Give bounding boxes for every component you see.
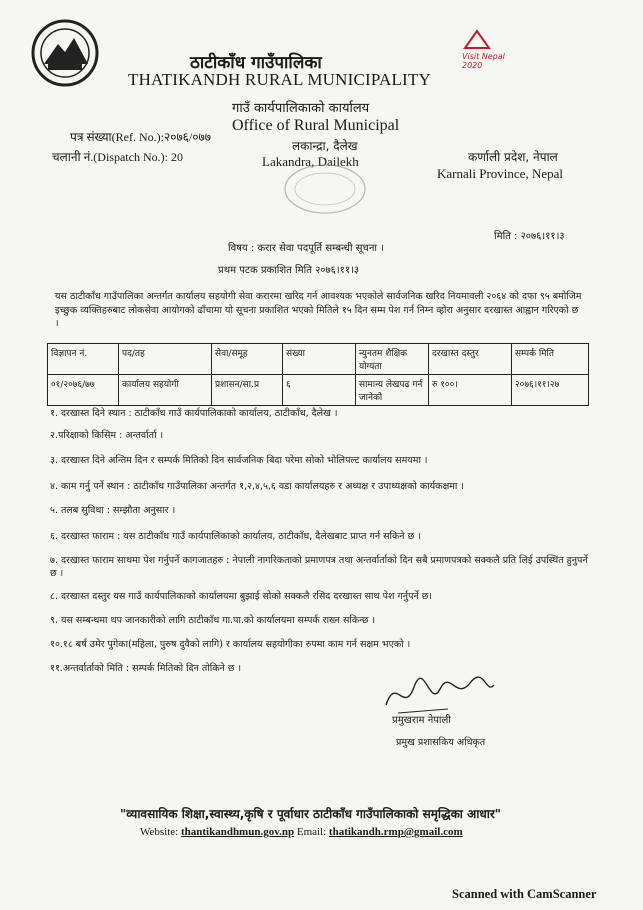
signatory-name: प्रमुखराम नेपाली (392, 715, 451, 726)
list-item: १. दरखास्त दिने स्थान : ठाटीकाँध गाउँ कार्यपालिकाको कार्यालय, ठाटीकाँध, दैलेख । (50, 408, 338, 419)
footer-contact (140, 826, 463, 838)
table-header-row (48, 344, 589, 375)
table-cell: ०१/२०७६/७७ (48, 375, 119, 406)
footer-slogan: "व्यावसायिक शिक्षा,स्वास्थ्य,कृषि र पूर्वाधार ठाटीकाँध गाउँपालिकाको समृद्धिका आधार" (120, 807, 501, 821)
list-item: ६. दरखास्त फाराम : यस ठाटीकाँध गाउँ कार्यपालिकाको कार्यालय, ठाटीकाँध, दैलेखबाट प्राप्त गर्न सकिने छ । (50, 531, 421, 542)
list-item: ३. दरखास्त दिने अन्तिम दिन र सम्पर्क मितिको दिन सार्वजनिक बिदा परेमा सोको भोलिपल्ट कार्यालय समयमा । (50, 455, 428, 466)
notice-subject: विषय : करार सेवा पदपूर्ति सम्बन्धी सूचना । (228, 243, 384, 254)
camscanner-watermark: Scanned with CamScanner (452, 887, 597, 901)
province-en: Karnali Province, Nepal (437, 166, 563, 181)
list-item: १०.१८ बर्ष उमेर पुगेका(महिला, पुरुष दुवैको लागि) र कार्यालय सहयोगीका रुपमा काम गर्न सक्षम भएको । (50, 639, 411, 650)
table-header-cell: न्युनतम शैक्षिक योग्यता (356, 344, 429, 375)
notice-date: मिति : २०७६।११।३ (494, 231, 565, 242)
list-item: ११.अन्तर्वार्ताको मिति : सम्पर्क मितिको दिन तोकिने छ । (50, 663, 242, 674)
vacancy-table (47, 343, 589, 406)
table-cell: रु १००। (429, 375, 512, 406)
email-label: Email: (296, 826, 327, 838)
list-item: ४. काम गर्नु पर्ने स्थान : ठाटीकाँध गाउँपालिका अन्तर्गत १,२,४,५,६ वडा कार्यालयहरु र अध्यक्ष र उपाध्यक्षको कार्यकक्षमा । (50, 481, 465, 492)
reference-number: पत्र संख्या(Ref. No.):२०७६/०७७ (70, 130, 211, 144)
notice-intro-paragraph: यस ठाटीकाँध गाउँपालिका अन्तर्गत कार्यालय सहयोगी सेवा करारमा खरिद गर्न आवश्यक भएकोले सार्वजनिक खरिद नियमावली २०६४ को दफा ९५ बमोजिम इच्छुक व्यक्तिहरुबाट लोकसेवा आयोगको ढाँचामा यो सूचना प्रकाशित भएको मितिले १५ दिन सम्म पेश गर्न निम्न व्होरा अनुसार दरखास्त आह्वान गरिएको छ । (55, 291, 582, 329)
visit-nepal-logo (462, 28, 522, 78)
municipality-name-np: ठाटीकाँध गाउँपालिका (190, 53, 322, 73)
list-item: ९. यस सम्बन्धमा थप जानकारीको लागि ठाटीकाँध गा.पा.को कार्यालयमा सम्पर्क राख्न सकिन्छ । (50, 615, 376, 626)
office-stamp-image (282, 162, 368, 216)
table-header-cell: पद/तह (119, 344, 212, 375)
visit-nepal-text: Visit Nepal 2020 (462, 52, 505, 70)
location-np: लकान्द्रा, दैलेख (292, 139, 358, 153)
table-cell: कार्यालय सहयोगी (119, 375, 212, 406)
first-published-date: प्रथम पटक प्रकाशित मिति २०७६।११।३ (218, 265, 360, 276)
dispatch-number: चलानी नं.(Dispatch No.): 20 (52, 150, 183, 164)
table-header-cell: संख्या (283, 344, 356, 375)
table-header-cell: दरखास्त दस्तुर (429, 344, 512, 375)
table-header-cell: सेवा/समूह (212, 344, 283, 375)
table-row (48, 375, 589, 406)
website-link[interactable]: thantikandhmun.gov.np (180, 826, 295, 838)
table-cell: २०७६।११।२७ (512, 375, 589, 406)
table-cell: सामान्य लेखपढ गर्न जानेको (356, 375, 429, 406)
table-cell: प्रशासन/सा.प्र (212, 375, 283, 406)
office-name-en: Office of Rural Municipal (232, 117, 400, 134)
list-item: ७. दरखास्त फाराम साथमा पेश गर्नुपर्ने कागजातहरु : नेपाली नागरिकताको प्रमाणपत्र तथा अन्तर्वार्ताको दिन सबै प्रमाणपत्रको सक्कलै प्रति लिई उपस्थित हुनुपर्ने छ । (50, 555, 588, 579)
table-header-cell: सम्पर्क मिति (512, 344, 589, 375)
province-np: कर्णाली प्रदेश, नेपाल (468, 150, 558, 164)
list-item: ५. तलब सुविधा : सम्झौता अनुसार । (50, 505, 176, 516)
list-item: ८. दरखास्त दस्तुर यस गाउँ कार्यपालिकाको कार्यालयमा बुझाई सोको सक्कलै रसिद दरखास्त साथ पेश गर्नुपर्ने छ। (50, 591, 433, 602)
table-cell: ६ (283, 375, 356, 406)
municipality-name-en: THATIKANDH RURAL MUNICIPALITY (128, 70, 431, 89)
office-name-np: गाउँ कार्यपालिकाको कार्यालय (232, 101, 370, 116)
signatory-role: प्रमुख प्रशासकिय अधिकृत (396, 737, 486, 748)
list-item: २.परिक्षाको किसिम : अन्तर्वार्ता । (50, 430, 164, 441)
municipality-emblem-logo (30, 18, 100, 88)
website-label: Website: (140, 826, 179, 838)
location-en: Lakandra, Dailekh (262, 154, 359, 169)
table-header-cell: विज्ञापन नं. (48, 344, 119, 375)
email-link[interactable]: thatikandh.rmp@gmail.com (328, 826, 463, 838)
visit-nepal-icon (462, 28, 492, 50)
